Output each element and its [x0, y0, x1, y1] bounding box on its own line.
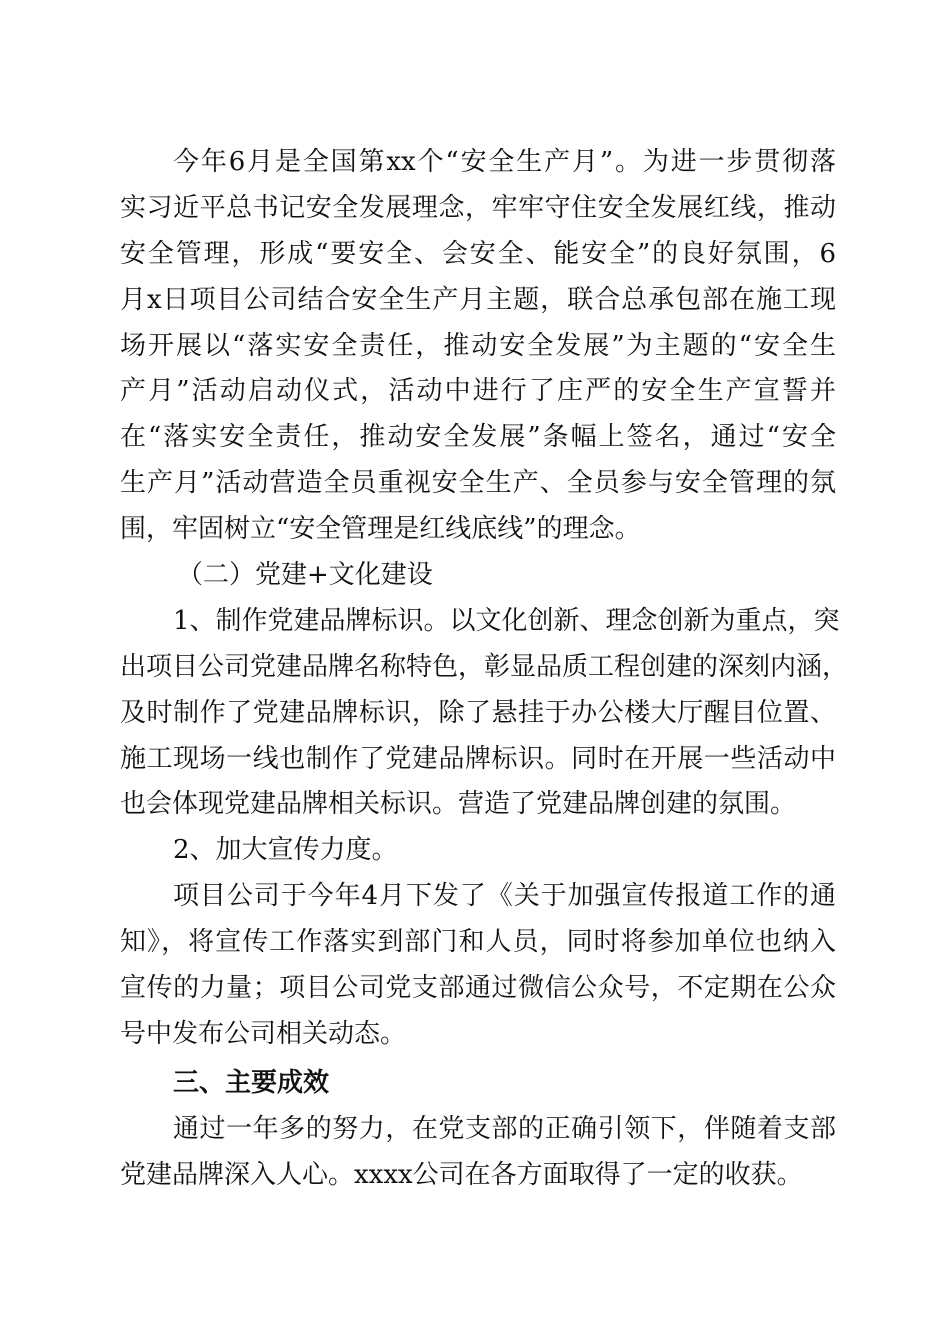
text-line: 及时制作了党建品牌标识，除了悬挂于办公楼大厅醒目位置、	[120, 697, 836, 728]
text-line: 通过一年多的努力，在党支部的正确引领下，伴随着支部	[173, 1113, 836, 1144]
text-line: 场开展以“落实安全责任，推动安全发展”为主题的“安全生	[120, 330, 836, 361]
text-line: 施工现场一线也制作了党建品牌标识。同时在开展一些活动中	[120, 743, 836, 774]
heading-main-results: 三、主要成效	[173, 1067, 330, 1098]
text-line: 出项目公司党建品牌名称特色，彰显品质工程创建的深刻内涵，	[120, 651, 849, 682]
text-line: 今年6月是全国第xx个“安全生产月”。为进一步贯彻落	[173, 147, 836, 177]
text-line: 宣传的力量；项目公司党支部通过微信公众号，不定期在公众	[120, 973, 836, 1004]
text-line: 安全管理，形成“要安全、会安全、能安全”的良好氛围，6	[120, 238, 836, 269]
text-line: 实习近平总书记安全发展理念，牢牢守住安全发展红线，推动	[120, 192, 836, 223]
text-line: 生产月”活动营造全员重视安全生产、全员参与安全管理的氛	[120, 468, 836, 499]
text-line: 知》，将宣传工作落实到部门和人员，同时将参加单位也纳入	[120, 927, 836, 958]
item-title-publicity: 2、加大宣传力度。	[173, 835, 398, 866]
text-line: 产月”活动启动仪式，活动中进行了庄严的安全生产宣誓并	[120, 376, 836, 407]
text-line: 党建品牌深入人心。xxxx公司在各方面取得了一定的收获。	[120, 1159, 803, 1190]
text-line: 月x日项目公司结合安全生产月主题，联合总承包部在施工现	[120, 284, 836, 315]
text-line: 也会体现党建品牌相关标识。营造了党建品牌创建的氛围。	[120, 789, 797, 820]
paragraph-safety-month	[120, 140, 836, 553]
paragraph-brand-logo	[120, 599, 849, 828]
paragraph-results	[120, 1107, 836, 1199]
text-line: 项目公司于今年4月下发了《关于加强宣传报道工作的通	[173, 881, 836, 912]
subheading-party-culture: （二）党建+文化建设	[177, 560, 433, 591]
text-line: 在“落实安全责任，推动安全发展”条幅上签名，通过“安全	[120, 422, 836, 453]
document-body	[120, 140, 849, 1198]
paragraph-publicity	[120, 874, 836, 1058]
text-line: 号中发布公司相关动态。	[120, 1018, 407, 1049]
text-line: 1、制作党建品牌标识。以文化创新、理念创新为重点，突	[173, 605, 840, 636]
text-line: 围，牢固树立“安全管理是红线底线”的理念。	[120, 514, 641, 545]
